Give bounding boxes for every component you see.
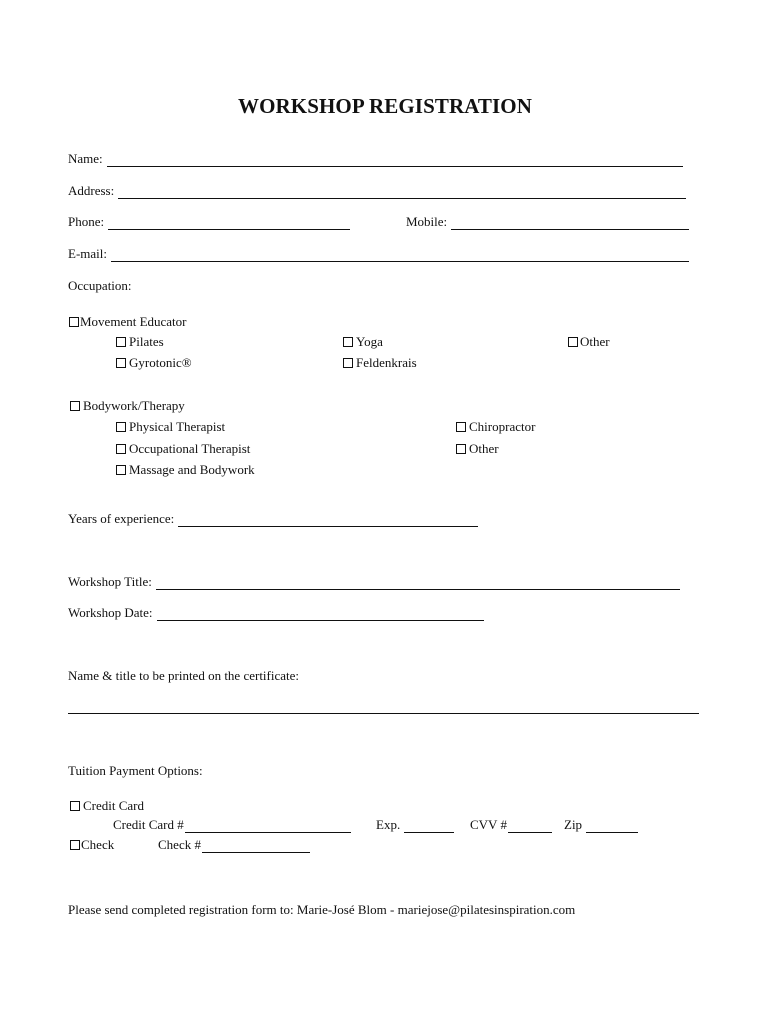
yoga-checkbox[interactable] <box>343 337 353 347</box>
cc-number-label: Credit Card # <box>113 817 184 832</box>
email-label: E-mail: <box>68 246 107 261</box>
zip-label: Zip <box>564 817 583 832</box>
workshop-date-input-line[interactable] <box>157 609 484 621</box>
physical-therapist-label: Physical Therapist <box>129 419 226 434</box>
cvv-input-line[interactable] <box>508 821 552 833</box>
email-row <box>68 246 689 262</box>
exp-row <box>376 817 454 833</box>
phone-label: Phone: <box>68 214 105 229</box>
feldenkrais-checkbox[interactable] <box>343 358 353 368</box>
years-row <box>68 511 478 527</box>
bodywork-other-checkbox[interactable] <box>456 444 466 454</box>
chiropractor-checkbox[interactable] <box>456 422 466 432</box>
address-label: Address: <box>68 183 115 198</box>
payment-heading: Tuition Payment Options: <box>68 763 203 778</box>
bodywork-other-label: Other <box>469 441 499 456</box>
occupational-therapist-label: Occupational Therapist <box>129 441 251 456</box>
bodywork-other-option[interactable] <box>456 441 499 457</box>
zip-input-line[interactable] <box>586 821 638 833</box>
mobile-input-line[interactable] <box>451 218 689 230</box>
massage-bodywork-checkbox[interactable] <box>116 465 126 475</box>
check-label: Check <box>81 837 115 852</box>
chiropractor-label: Chiropractor <box>469 419 536 434</box>
certificate-label: Name & title to be printed on the certificate: <box>68 668 300 683</box>
name-input-line[interactable] <box>107 155 683 167</box>
check-number-input-line[interactable] <box>202 841 310 853</box>
feldenkrais-label: Feldenkrais <box>356 355 417 370</box>
movement-other-label: Other <box>580 334 610 349</box>
mobile-label: Mobile: <box>406 214 448 229</box>
workshop-title-label: Workshop Title: <box>68 574 152 589</box>
gyrotonic-option[interactable] <box>116 355 192 371</box>
movement-educator-option[interactable] <box>69 314 187 330</box>
bodywork-label: Bodywork/Therapy <box>83 398 185 413</box>
check-number-label: Check # <box>158 837 201 852</box>
name-row <box>68 151 683 167</box>
check-number-row <box>158 837 310 853</box>
movement-educator-label: Movement Educator <box>80 314 187 329</box>
years-input-line[interactable] <box>178 515 478 527</box>
phone-input-line[interactable] <box>108 218 350 230</box>
credit-card-checkbox[interactable] <box>70 801 80 811</box>
physical-therapist-option[interactable] <box>116 419 225 435</box>
check-checkbox[interactable] <box>70 840 80 850</box>
massage-bodywork-label: Massage and Bodywork <box>129 462 255 477</box>
cvv-label: CVV # <box>470 817 507 832</box>
physical-therapist-checkbox[interactable] <box>116 422 126 432</box>
pilates-label: Pilates <box>129 334 164 349</box>
workshop-title-input-line[interactable] <box>156 578 680 590</box>
workshop-date-label: Workshop Date: <box>68 605 153 620</box>
movement-other-option[interactable] <box>568 334 610 350</box>
chiropractor-option[interactable] <box>456 419 535 435</box>
workshop-title-row <box>68 574 680 590</box>
gyrotonic-checkbox[interactable] <box>116 358 126 368</box>
check-option[interactable] <box>70 837 114 853</box>
email-input-line[interactable] <box>111 250 689 262</box>
cc-number-row <box>113 817 351 833</box>
name-label: Name: <box>68 151 103 166</box>
yoga-label: Yoga <box>356 334 383 349</box>
cvv-row <box>470 817 552 833</box>
massage-bodywork-option[interactable] <box>116 462 255 478</box>
occupational-therapist-checkbox[interactable] <box>116 444 126 454</box>
credit-card-option[interactable] <box>70 798 144 814</box>
occupation-label: Occupation: <box>68 278 132 293</box>
form-title: WORKSHOP REGISTRATION <box>237 94 533 118</box>
cc-number-input-line[interactable] <box>185 821 351 833</box>
pilates-checkbox[interactable] <box>116 337 126 347</box>
phone-row <box>68 214 350 230</box>
certificate-input-line[interactable] <box>68 701 699 714</box>
address-input-line[interactable] <box>118 187 686 199</box>
address-row <box>68 183 686 199</box>
yoga-option[interactable] <box>343 334 383 350</box>
feldenkrais-option[interactable] <box>343 355 417 371</box>
movement-other-checkbox[interactable] <box>568 337 578 347</box>
occupational-therapist-option[interactable] <box>116 441 250 457</box>
exp-label: Exp. <box>376 817 401 832</box>
workshop-date-row <box>68 605 484 621</box>
gyrotonic-label: Gyrotonic® <box>129 355 192 370</box>
exp-input-line[interactable] <box>404 821 454 833</box>
footer-instructions: Please send completed registration form to: Marie-José Blom - mariejose@pilatesinspiration.com <box>68 902 576 917</box>
mobile-row <box>406 214 689 230</box>
bodywork-checkbox[interactable] <box>70 401 80 411</box>
bodywork-option[interactable] <box>70 398 185 414</box>
credit-card-label: Credit Card <box>83 798 145 813</box>
pilates-option[interactable] <box>116 334 164 350</box>
years-label: Years of experience: <box>68 511 175 526</box>
zip-row <box>564 817 638 833</box>
movement-educator-checkbox[interactable] <box>69 317 79 327</box>
